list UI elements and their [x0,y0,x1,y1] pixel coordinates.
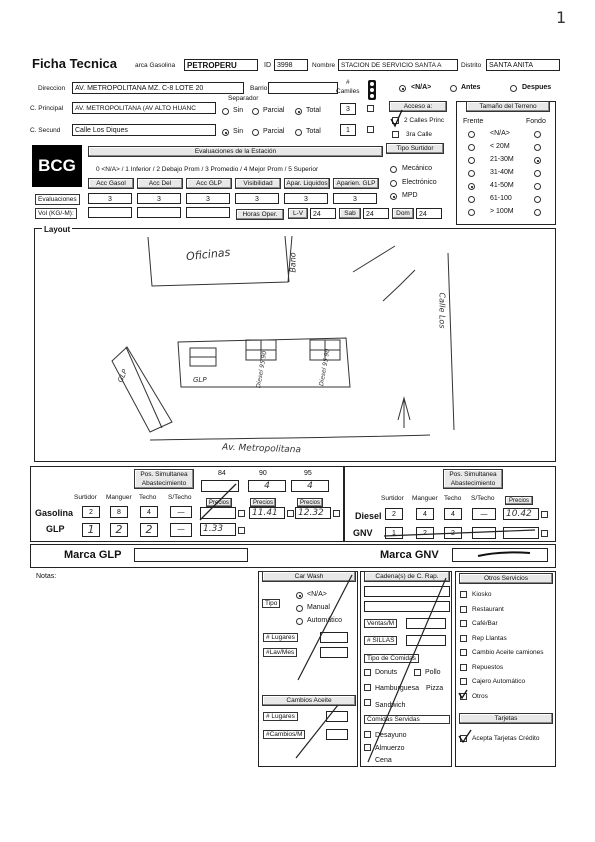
radio-despues[interactable] [510,85,517,92]
eval-value[interactable]: 3 [235,193,279,204]
gnv-manguer[interactable]: 2 [416,527,434,539]
diesel-stecho[interactable]: — [472,508,496,520]
cw-radio-manual[interactable] [296,605,303,612]
frente-label: Frente [463,118,484,125]
sep1-parcial[interactable] [252,108,259,115]
otros-item-label: Rep Llantas [472,634,507,642]
vol-label: Vol (KG/-M): [35,208,77,219]
donuts-label: Donuts [375,669,398,676]
diesel-techo[interactable]: 4 [444,508,462,520]
chk-dos-calles[interactable] [392,117,399,124]
tipo-label: Tipo [262,599,280,608]
comidas-servidas-label: Comidas Servidas [364,715,450,724]
vol-field-3[interactable] [186,207,230,218]
chk-principal[interactable] [367,105,374,112]
sep1-total[interactable] [295,108,302,115]
layout-avenue: Av. Metropolitana [221,442,302,456]
frente-radio[interactable] [468,157,475,164]
layout-bano: Baño [288,252,298,273]
fondo-radio[interactable] [534,157,541,164]
diesel-pos-label: Pos. Simultanea Abastecimiento [443,469,503,489]
bcg-logo: BCG [32,145,82,187]
sillas-label: # SILLAS [364,636,397,645]
sep1-sin-label: Sin [233,107,244,114]
frente-radio[interactable] [468,209,475,216]
dom-field[interactable]: 24 [416,208,442,219]
frente-radio[interactable] [468,183,475,190]
vol-field-2[interactable] [137,207,181,218]
chk-hamburguesa[interactable] [364,684,371,691]
evaluaciones-row-label: Evaluaciones [35,194,80,205]
sep1-total-label: Total [306,107,321,114]
gas-84-field[interactable] [201,480,239,492]
nombre-label: Nombre [312,62,336,69]
distrito-field[interactable]: SANTA ANITA [486,59,560,71]
chk-sandwich[interactable] [364,699,371,706]
otros-checkbox[interactable] [460,606,467,613]
fondo-radio[interactable] [534,196,541,203]
frente-radio[interactable] [468,170,475,177]
cambios-cambios-label: #Cambios/M [263,730,305,739]
otros-item-label: Kiosko [472,591,492,598]
terreno-option-label: < 20M [490,143,510,150]
cw-lav-field[interactable] [320,647,348,658]
hamburguesa-label: Hamburguesa [375,685,419,692]
sandwich-label: Sandwich [375,702,406,709]
gas-techo[interactable]: 4 [140,506,158,518]
diesel-h-manguer: Manguer [412,495,438,502]
gas-90-field[interactable]: 4 [248,480,286,492]
radio-antes[interactable] [450,85,457,92]
label-despues: Despues [522,84,552,91]
cadena-header: Cadena(s) de C. Rap. [364,571,450,582]
otros-checkbox[interactable] [460,591,467,598]
cw-lugares-field[interactable] [320,632,348,643]
terreno-option-label: 31-40M [490,169,514,176]
otros-checkbox[interactable] [460,649,467,656]
lv-field[interactable]: 24 [310,208,336,219]
evaluaciones-scale: 0 <N/A> / 1 Inferior / 2 Debajo Prom / 3 Promedio / 4 Mejor Prom / 5 Superior [96,166,319,173]
gas-manguer[interactable]: 8 [110,506,128,518]
id-label: ID [264,62,271,69]
gas-col90: 90 [259,470,267,477]
frente-radio[interactable] [468,131,475,138]
label-antes: Antes [461,84,481,91]
barrio-label: Barrio [250,85,268,92]
radio-mecanico[interactable] [390,166,397,173]
pizza-label: Pizza [426,685,444,692]
frente-radio[interactable] [468,196,475,203]
cw-radio-auto[interactable] [296,618,303,625]
gas-col95: 95 [304,470,312,477]
gnv-stecho[interactable] [472,527,496,539]
diesel-h-techo: Techo [444,495,462,502]
radio-na[interactable] [399,85,406,92]
otros-checkbox[interactable] [460,664,467,671]
marca-glp-label: Marca GLP [64,549,122,561]
secund-field[interactable]: Calle Los Diques [72,124,216,136]
sab-label: Sab [339,208,361,219]
gnv-precio[interactable] [503,527,539,539]
terreno-option-label: 41-50M [490,182,514,189]
sep2-parcial[interactable] [252,129,259,136]
marca-gnv-field[interactable] [452,548,548,562]
gas-chk-95[interactable] [333,510,340,517]
camiles-secund[interactable]: 1 [340,124,356,136]
cw-manual-label: Manual [307,604,330,611]
cambios-cambios-field[interactable] [326,729,348,740]
principal-field[interactable]: AV. METROPOLITANA (AV ALTO HUANC [72,102,216,114]
gnv-chk[interactable] [541,530,548,537]
gas-precio-90[interactable]: 11.41 [249,507,285,519]
otros-checkbox[interactable] [460,678,467,685]
gas-precios-95: Precios [297,498,323,507]
eval-value[interactable]: 3 [137,193,181,204]
gas-col84: 84 [218,470,226,477]
diesel-precio[interactable]: 10.42 [503,508,539,520]
tipo-surtidor-header: Tipo Surtidor [386,143,444,154]
camiles-principal[interactable]: 3 [340,103,356,115]
chk-acepta[interactable] [460,735,467,742]
nombre-field[interactable]: STACION DE SERVICIO SANTA A [338,59,458,71]
gnv-surtidor[interactable]: 1 [385,527,403,539]
chk-pollo[interactable] [414,669,421,676]
cw-lav-label: #Lav/Mes [263,648,297,657]
cw-radio-na[interactable] [296,592,303,599]
layout-glp-mid: GLP [193,376,207,384]
eval-value[interactable]: 3 [284,193,328,204]
fondo-radio[interactable] [534,170,541,177]
otros-checkbox[interactable] [460,635,467,642]
gas-95-field[interactable]: 4 [291,480,329,492]
gas-chk-90[interactable] [287,510,294,517]
sep2-sin-label: Sin [233,128,244,135]
acceso-header: Acceso a: [389,101,447,112]
cw-lugares-label: # Lugares [263,633,298,642]
dos-calles-label: 2 Calles Princ [404,117,445,124]
cambios-lugares-label: # Lugares [263,712,298,721]
sep2-sin[interactable] [222,129,229,136]
otros-item-label: Café/Bar [472,620,498,627]
otros-item-label: Otros [472,692,488,700]
diesel-label: Diesel [355,511,382,521]
glp-stecho[interactable]: — [170,523,192,537]
cambios-header: Cambios Aceite [262,695,356,706]
sep1-sin[interactable] [222,108,229,115]
otros-item-label: Cambio Aceite camiones [472,649,544,656]
layout-diesel-2: Diesel 95 90 [318,348,332,387]
dom-label: Dom [392,208,414,219]
pollo-label: Pollo [425,669,441,676]
gnv-techo[interactable]: 2 [444,527,462,539]
glp-chk[interactable] [238,527,245,534]
gas-pos-label: Pos. Simultanea Abastecimiento [134,469,194,489]
glp-precio[interactable]: 1.33 [200,523,236,536]
glp-manguer[interactable]: 2 [110,523,128,537]
evaluaciones-header: Evaluaciones de la Estación [88,146,383,157]
gasolina-label: Gasolina [35,508,74,518]
eval-header: Visibilidad [235,178,281,189]
gas-surtidor[interactable]: 2 [82,506,100,518]
layout-diesel-1: Diesel 95 90 [255,350,269,389]
fondo-radio[interactable] [534,131,541,138]
diesel-h-surtidor: Surtidor [381,495,404,502]
sep2-parcial-label: Parcial [263,128,285,135]
cadena-field-2[interactable] [364,601,450,612]
gas-h-surtidor: Surtidor [74,494,97,501]
electronico-label: Electrónico [402,179,437,186]
sep2-total-label: Total [306,128,321,135]
fondo-radio[interactable] [534,209,541,216]
diesel-chk[interactable] [541,511,548,518]
vol-field-1[interactable] [88,207,132,218]
tipo-comidas-label: Tipo de Comidas [364,654,419,663]
horas-label: Horas Oper. [236,209,284,220]
diesel-manguer[interactable]: 4 [416,508,434,520]
gas-chk-84[interactable] [238,510,245,517]
tercera-label: 3ra Calle [406,131,433,138]
terreno-option-label: 21-30M [490,156,514,163]
gas-precios-84: Precios [206,498,232,507]
barrio-field[interactable] [268,82,338,94]
almuerzo-label: Almuerzo [375,745,405,752]
ventas-label: Ventas/M [364,619,397,628]
camiles-label: Camiles [336,88,360,95]
page-title: Ficha Tecnica [32,56,118,71]
cambios-lugares-field[interactable] [326,711,348,722]
fondo-radio[interactable] [534,183,541,190]
eval-header: Aparien. GLP [333,178,379,189]
otros-item-label: Cajero Automático [472,678,526,685]
layout-oficinas: Oficinas [185,245,231,264]
chk-donuts[interactable] [364,669,371,676]
chk-secund[interactable] [367,126,374,133]
eval-value[interactable]: 3 [186,193,230,204]
glp-label: GLP [46,524,65,534]
otros-checkbox[interactable] [460,620,467,627]
gas-h-stecho: S/Techo [168,494,192,501]
fondo-radio[interactable] [534,144,541,151]
eval-value[interactable]: 3 [88,193,132,204]
layout-calle-los: Calle Los [437,292,447,329]
id-field[interactable]: 3998 [274,59,308,71]
mpd-label: MPD [402,192,418,199]
eval-header: Acc GLP [186,178,232,189]
ventas-field[interactable] [406,618,446,629]
mecanico-label: Mecánico [402,165,432,172]
diesel-precios: Precios [505,496,533,505]
cena-label: Cena [375,757,392,764]
lv-label: L-V [288,208,308,219]
chk-almuerzo[interactable] [364,744,371,751]
distrito-label: Distrito [461,62,482,69]
marca-label: arca Gasolina [135,62,176,69]
notas-label: Notas: [36,573,57,580]
gas-precio-95[interactable]: 12.32 [295,507,331,519]
chk-desayuno[interactable] [364,731,371,738]
tarjetas-header: Tarjetas [459,713,553,724]
label-na: <N/A> [411,84,432,91]
chk-tercera[interactable] [392,131,399,138]
gas-h-techo: Techo [139,494,157,501]
otros-header: Otros Servicios [459,573,553,584]
principal-label: C. Principal [30,105,64,112]
eval-header: Acc Gasol [88,178,134,189]
otros-item-label: Repuestos [472,663,504,671]
diesel-surtidor[interactable]: 2 [385,508,403,520]
eval-value[interactable]: 3 [333,193,377,204]
terreno-header: Tamaño del Terreno [466,101,550,112]
sep1-parcial-label: Parcial [263,107,285,114]
layout-glp-left: GLP [116,368,130,384]
camiles-hash: # [346,79,350,86]
otros-item-label: Restaurant [472,605,504,613]
direccion-field[interactable]: AV. METROPOLITANA MZ. C-8 LOTE 20 [72,82,244,94]
gas-stecho[interactable]: — [170,506,192,518]
frente-radio[interactable] [468,144,475,151]
marca-gnv-label: Marca GNV [380,549,439,561]
marca-field[interactable]: PETROPERU [184,59,258,71]
glp-surtidor[interactable]: 1 [82,523,100,537]
traffic-light-icon [366,80,378,102]
direccion-label: Direccion [38,85,66,92]
cw-auto-label: Automático [307,617,343,624]
sep2-total[interactable] [295,129,302,136]
eval-header: Apar. Liquidos [284,178,330,189]
gnv-label: GNV [353,528,373,538]
desayuno-label: Desayuno [375,732,407,739]
sillas-field[interactable] [406,635,446,646]
eval-header: Acc Del [137,178,183,189]
otros-checkbox[interactable] [460,693,467,700]
marca-glp-field[interactable] [134,548,248,562]
diesel-h-stecho: S/Techo [471,495,495,502]
gas-precio-84[interactable] [200,507,236,519]
acepta-label: Acepta Tarjetas Crédito [472,735,540,742]
carwash-header: Car Wash [262,571,356,582]
cadena-field-1[interactable] [364,586,450,597]
page-number: 1 [556,8,567,27]
cw-na-label: <N/A> [307,591,327,598]
sab-field[interactable]: 24 [363,208,389,219]
terreno-option-label: 61-100 [490,195,512,202]
terreno-option-label: > 100M [490,208,514,215]
secund-label: C. Secund [30,127,61,134]
fondo-label: Fondo [526,118,546,125]
gas-precios-90: Precios [250,498,276,507]
layout-title: Layout [44,225,71,234]
separador-label: Separador [228,95,259,102]
glp-techo[interactable]: 2 [140,523,158,537]
radio-mpd[interactable] [390,193,397,200]
radio-electronico[interactable] [390,180,397,187]
terreno-option-label: <N/A> [490,130,510,137]
gas-h-manguer: Manguer [106,494,132,501]
